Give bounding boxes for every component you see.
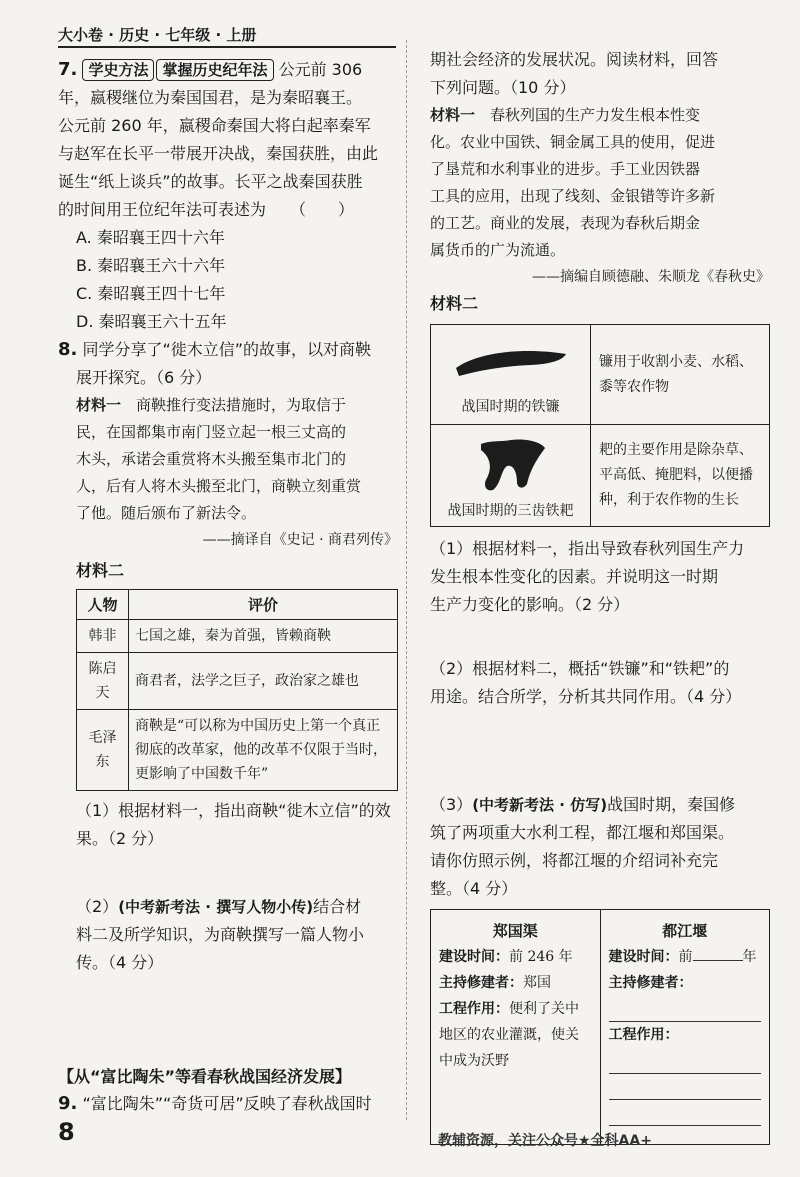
header-rule: [58, 46, 396, 48]
q9-material1-text: 了垦荒和水利事业的进步。手工业因铁器: [430, 160, 701, 178]
right-column: [430, 46, 770, 1145]
q8-sub2-num: （2）: [76, 897, 119, 916]
q7-option-d[interactable]: D. 秦昭襄王六十五年: [76, 312, 227, 331]
q8-material1-label: 材料一: [76, 396, 122, 414]
q8-sub2-text: 结合材: [313, 897, 362, 916]
footer-watermark: 教辅资源，关注公众号★全科AA+: [438, 1133, 652, 1149]
q7-option-c[interactable]: C. 秦昭襄王四十七年: [76, 284, 226, 303]
q8-material2-label: 材料二: [76, 561, 125, 580]
q7-line: 公元前 260 年，嬴稷命秦国大将白起率秦军: [58, 116, 371, 135]
q7-tag-topic: 掌握历史纪年法: [156, 59, 273, 81]
table-row: [431, 425, 770, 527]
q9-line: 期社会经济的发展状况。阅读材料，回答: [430, 50, 719, 69]
dujiangyan-time-suffix: 年: [742, 949, 757, 965]
question-9-intro: [58, 1064, 398, 1118]
answer-blank-line[interactable]: [609, 1074, 762, 1100]
q9-material2-label: 材料二: [430, 294, 479, 313]
evaluation-table: [76, 589, 398, 791]
dujiangyan-time-label: 建设时间：: [608, 949, 679, 965]
q9-sub2: （2）根据材料二，概括“铁镰”和“铁耙”的: [430, 659, 730, 678]
column-divider: [406, 40, 407, 1120]
table-header: 评价: [129, 590, 398, 620]
dujiangyan-cell: [600, 910, 770, 1145]
q8-material1-text: 商鞅推行变法措施时，为取信于: [136, 396, 347, 414]
table-row: [431, 910, 770, 1145]
q9-material1-text: 属货币的广为流通。: [430, 241, 566, 259]
book-header: 大小卷 · 历史 · 七年级 · 上册: [58, 26, 257, 44]
zhengguo-builder-label: 主持修建者：: [439, 975, 523, 991]
q8-number: 8.: [58, 339, 78, 360]
q8-material1-text: 民，在国都集市南门竖立起一根三丈高的: [76, 423, 347, 441]
q9-sub3-text: 整。（4 分）: [430, 879, 518, 898]
q9-material1-text: 春秋列国的生产力发生根本性变: [490, 106, 701, 124]
zhengguo-effect-label: 工程作用：: [439, 1001, 509, 1017]
q9-number: 9.: [58, 1093, 78, 1114]
q9-material1-source: ——摘编自顾德融、朱顺龙《春秋史》: [532, 269, 770, 285]
q8-material1-source: ——摘译自《史记 · 商君列传》: [202, 532, 398, 548]
table-cell-eval: 商君者，法学之巨子，政治家之雄也: [129, 653, 398, 710]
q9-line: 下列问题。（10 分）: [430, 78, 576, 97]
dujiangyan-year-blank[interactable]: [693, 960, 743, 961]
q8-material1-text: 人，后有人将木头搬至北门，商鞅立刻重赏: [76, 477, 362, 495]
section-heading: 【从“富比陶朱”等看春秋战国经济发展】: [58, 1067, 352, 1086]
zhengguo-cell: [431, 910, 601, 1145]
dujiangyan-builder-label: 主持修建者：: [608, 975, 693, 991]
table-row: [77, 620, 398, 653]
table-row: [77, 653, 398, 710]
rake-image-cell: [431, 425, 591, 527]
q9-sub2: 用途。结合所学，分析其共同作用。（4 分）: [430, 687, 742, 706]
q9-sub1: （1）根据材料一，指出导致春秋列国生产力: [430, 539, 745, 558]
q7-line: 的时间用王位纪年法可表述为 （ ）: [58, 200, 355, 219]
table-cell-name: 毛泽东: [77, 710, 129, 791]
answer-blank-line[interactable]: [609, 996, 762, 1022]
table-cell-name: 陈启天: [77, 653, 129, 710]
q8-sub1: （1）根据材料一，指出商鞅“徙木立信”的效: [76, 801, 391, 820]
q7-tag-method: 学史方法: [82, 59, 154, 81]
table-row: [77, 710, 398, 791]
canal-compare-table: [430, 909, 770, 1145]
dujiangyan-time-prefix: 前: [678, 949, 693, 965]
zhengguo-effect: 便利了关中地区的农业灌溉，使关中成为沃野: [439, 1001, 579, 1069]
q7-number: 7.: [58, 59, 78, 80]
table-cell-eval: 七国之雄，秦为首强，皆赖商鞅: [129, 620, 398, 653]
q7-line: 与赵军在长平一带展开决战，秦国获胜，由此: [58, 144, 379, 163]
zhengguo-title: 郑国渠: [492, 922, 538, 940]
dujiangyan-title: 都江堰: [662, 922, 708, 940]
sickle-image-cell: [431, 325, 591, 425]
q9-material1-text: 工具的应用，出现了线刻、金银错等许多新: [430, 187, 716, 205]
q7-option-b[interactable]: B. 秦昭襄王六十六年: [76, 256, 226, 275]
iron-rake-icon: [471, 436, 551, 496]
q8-line: 展开探究。（6 分）: [76, 368, 212, 387]
q9-sub1: 发生根本性变化的因素。并说明这一时期: [430, 567, 719, 586]
left-column: [58, 50, 398, 977]
rake-description: 耙的主要作用是除杂草、平高低、掩肥料，以便播种，利于农作物的生长: [591, 425, 770, 527]
q8-sub2-text: 料二及所学知识，为商鞅撰写一篇人物小: [76, 925, 365, 944]
q8-sub1: 果。（2 分）: [76, 829, 164, 848]
q7-option-a[interactable]: A. 秦昭襄王四十六年: [76, 228, 225, 247]
q9-sub3-tag: (中考新考法 · 仿写): [472, 796, 608, 814]
q8-material1-text: 了他。随后颁布了新法令。: [76, 504, 257, 522]
sickle-caption: 战国时期的铁镰: [461, 398, 560, 415]
q7-line: 公元前 306: [278, 60, 363, 79]
q9-line: “富比陶朱”“奇货可居”反映了春秋战国时: [82, 1094, 372, 1113]
answer-blank-line[interactable]: [609, 1100, 762, 1126]
zhengguo-time: 前 246 年: [509, 949, 573, 965]
q7-line: 年，嬴稷继位为秦国国君，是为秦昭襄王。: [58, 88, 363, 107]
q9-sub3-text: 战国时期，秦国修: [607, 795, 736, 814]
q9-material1-label: 材料一: [430, 106, 476, 124]
question-8: [58, 336, 398, 977]
sickle-description: 镰用于收割小麦、水稻、黍等农作物: [591, 325, 770, 425]
question-7: [58, 56, 398, 336]
q8-material1-text: 木头，承诺会重赏将木头搬至集市北门的: [76, 450, 347, 468]
page-number: 8: [58, 1118, 75, 1146]
q8-sub2-text: 传。（4 分）: [76, 953, 164, 972]
rake-caption: 战国时期的三齿铁耙: [447, 502, 574, 519]
q9-sub3-num: （3）: [430, 795, 473, 814]
zhengguo-builder: 郑国: [523, 975, 551, 991]
q8-sub2-tag: (中考新考法 · 撰写人物小传): [118, 898, 314, 916]
iron-sickle-icon: [451, 340, 571, 390]
q9-sub1: 生产力变化的影响。（2 分）: [430, 595, 630, 614]
q9-sub3-text: 筑了两项重大水利工程，都江堰和郑国渠。: [430, 823, 735, 842]
dujiangyan-effect-label: 工程作用：: [608, 1027, 679, 1043]
q9-sub3-text: 请你仿照示例，将都江堰的介绍词补充完: [430, 851, 719, 870]
table-header: 人物: [77, 590, 129, 620]
q8-line: 同学分享了“徙木立信”的故事，以对商鞅: [82, 340, 372, 359]
q9-material1-text: 的工艺。商业的发展，表现为春秋后期金: [430, 214, 701, 232]
answer-blank-line[interactable]: [609, 1048, 762, 1074]
table-row: [431, 325, 770, 425]
tools-table: [430, 324, 770, 527]
q7-line: 诞生“纸上谈兵”的故事。长平之战秦国获胜: [58, 172, 363, 191]
table-cell-name: 韩非: [77, 620, 129, 653]
zhengguo-time-label: 建设时间：: [439, 949, 509, 965]
q9-material1-text: 化。农业中国铁、铜金属工具的使用，促进: [430, 133, 716, 151]
table-cell-eval: 商鞅是“可以称为中国历史上第一个真正彻底的改革家，他的改革不仅限于当时，更影响了中国数千年”: [129, 710, 398, 791]
